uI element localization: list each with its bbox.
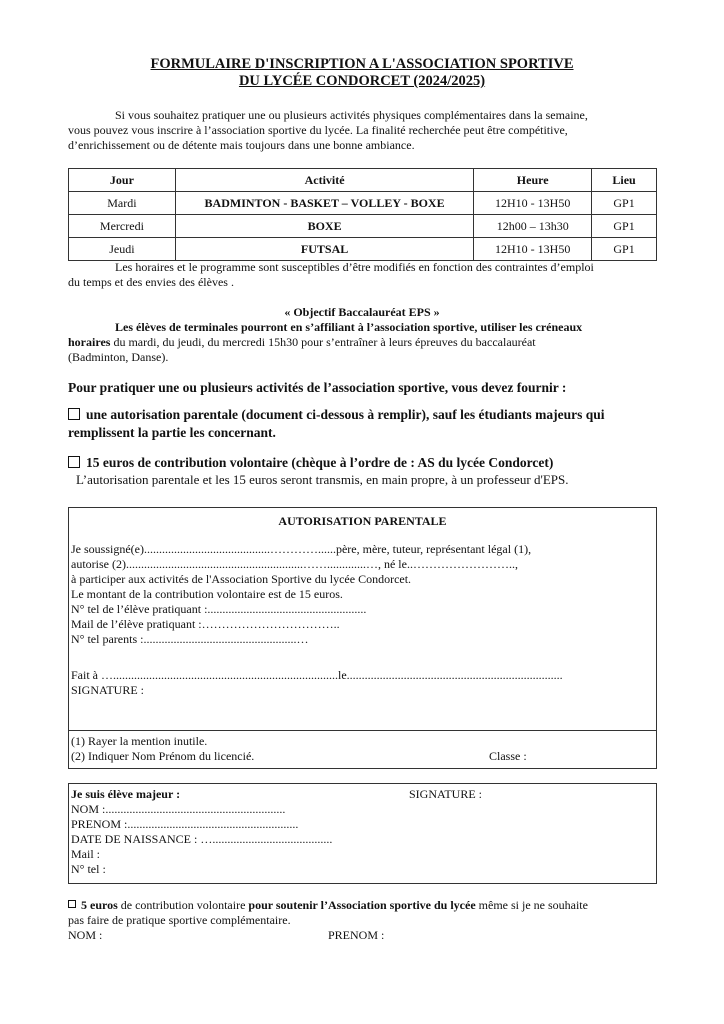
- schedule-header-row: [69, 169, 657, 192]
- adult-mail-field[interactable]: Mail :: [71, 847, 100, 861]
- schedule-note-line1: Les horaires et le programme sont susceptibles d’être modifiés en fonction des contraintes d’emploi: [115, 260, 594, 274]
- intro-line3: d’enrichissement ou de détente mais toujours dans une bonne ambiance.: [68, 138, 415, 152]
- table-row: [69, 192, 657, 215]
- cell-jour: Mercredi: [69, 215, 176, 238]
- adult-phone-field[interactable]: N° tel :: [71, 862, 106, 876]
- support-nom-field[interactable]: NOM :: [68, 928, 103, 942]
- requirement-item2: 15 euros de contribution volontaire (chèque à l’ordre de : AS du lycée Condorcet): [86, 455, 554, 470]
- header-jour: Jour: [69, 169, 176, 192]
- checkbox[interactable]: [68, 900, 76, 908]
- parent-phone-field[interactable]: N° tel parents :...................................................…: [71, 632, 309, 646]
- header-activite: Activité: [175, 169, 473, 192]
- requirement-item1-line1: une autorisation parentale (document ci-dessous à remplir), sauf les étudiants majeurs qui: [86, 407, 605, 422]
- authorization-line3: à participer aux activités de l'Association Sportive du lycée Condorcet.: [71, 572, 412, 586]
- requirement-item1-line2: remplissent la partie les concernant.: [68, 425, 276, 440]
- adult-birthdate-field[interactable]: DATE DE NAISSANCE : …........................................: [71, 832, 333, 846]
- cell-lieu: GP1: [592, 238, 657, 261]
- form-title-line1: FORMULAIRE D'INSCRIPTION A L'ASSOCIATION SPORTIVE: [150, 56, 574, 72]
- divider: [69, 730, 656, 731]
- form-title-line2: DU LYCÉE CONDORCET (2024/2025): [238, 73, 486, 89]
- bac-line2-bold: horaires: [68, 335, 111, 349]
- cell-jour: Jeudi: [69, 238, 176, 261]
- requirements-heading: Pour pratiquer une ou plusieurs activités de l’association sportive, vous devez fournir :: [68, 380, 567, 395]
- table-row: [69, 215, 657, 238]
- table-row: [69, 238, 657, 261]
- support-text2: même si je ne souhaite: [475, 898, 588, 912]
- adult-prenom-field[interactable]: PRENOM :.........................................................: [71, 817, 299, 831]
- header-lieu: Lieu: [592, 169, 657, 192]
- student-phone-field[interactable]: N° tel de l’élève pratiquant :.....................................................: [71, 602, 367, 616]
- support-text1: de contribution volontaire: [117, 898, 249, 912]
- transmission-note: L’autorisation parentale et les 15 euros seront transmis, en main propre, à un professeur d'EPS.: [76, 472, 569, 487]
- support-line2: pas faire de pratique sportive complémentaire.: [68, 913, 291, 927]
- authorization-line2: autorise (2)...........................................................…….............…, né le..……………………..,: [71, 557, 518, 571]
- cell-heure: 12h00 – 13h30: [474, 215, 592, 238]
- parental-authorization-box: [68, 507, 657, 769]
- checkbox[interactable]: [68, 456, 80, 468]
- adult-student-box: [68, 783, 657, 884]
- bac-heading: « Objectif Baccalauréat EPS »: [284, 305, 440, 319]
- student-mail-field[interactable]: Mail de l’élève pratiquant :……………………………..: [71, 617, 340, 631]
- footnote2: (2) Indiquer Nom Prénom du licencié.: [71, 749, 255, 763]
- adult-nom-field[interactable]: NOM :............................................................: [71, 802, 286, 816]
- cell-heure: 12H10 - 13H50: [474, 238, 592, 261]
- support-amount: 5 euros: [81, 898, 118, 912]
- adult-signature-label: SIGNATURE :: [409, 787, 483, 801]
- requirement-contribution: [68, 455, 553, 471]
- intro-line2: vous pouvez vous inscrire à l’association sportive du lycée. La finalité recherchée peut être compétitive,: [68, 123, 568, 137]
- footnote1: (1) Rayer la mention inutile.: [71, 734, 208, 748]
- bac-line2: [68, 335, 536, 350]
- cell-activite: FUTSAL: [175, 238, 473, 261]
- place-date-field[interactable]: Fait à …...........................................................................le........................................................................: [71, 668, 563, 682]
- schedule-table: [68, 168, 657, 261]
- support-line1: [68, 898, 588, 913]
- cell-activite: BOXE: [175, 215, 473, 238]
- bac-line2-rest: du mardi, du jeudi, du mercredi 15h30 pour s’entraîner à leurs épreuves du baccalauréat: [110, 335, 536, 349]
- authorization-line1: Je soussigné(e)..........................................…………......père, mère, tuteur, représentant légal (1),: [71, 542, 532, 556]
- authorization-line4: Le montant de la contribution volontaire est de 15 euros.: [71, 587, 343, 601]
- support-prenom-field[interactable]: PRENOM :: [328, 928, 385, 942]
- cell-lieu: GP1: [592, 215, 657, 238]
- intro-line1: Si vous souhaitez pratiquer une ou plusieurs activités physiques complémentaires dans la semaine,: [115, 108, 588, 122]
- cell-lieu: GP1: [592, 192, 657, 215]
- cell-activite: BADMINTON - BASKET – VOLLEY - BOXE: [175, 192, 473, 215]
- requirement-parental-authorization: [68, 407, 605, 423]
- cell-jour: Mardi: [69, 192, 176, 215]
- adult-heading: Je suis élève majeur :: [71, 787, 181, 801]
- signature-label: SIGNATURE :: [71, 683, 145, 697]
- bac-line3: (Badminton, Danse).: [68, 350, 169, 364]
- schedule-note-line2: du temps et des envies des élèves .: [68, 275, 234, 289]
- cell-heure: 12H10 - 13H50: [474, 192, 592, 215]
- authorization-heading: AUTORISATION PARENTALE: [278, 514, 447, 528]
- support-purpose: pour soutenir l’Association sportive du lycée: [248, 898, 476, 912]
- class-field[interactable]: Classe :: [489, 749, 527, 763]
- header-heure: Heure: [474, 169, 592, 192]
- checkbox[interactable]: [68, 408, 80, 420]
- bac-line1: Les élèves de terminales pourront en s’affiliant à l’association sportive, utiliser les créneaux: [115, 320, 583, 334]
